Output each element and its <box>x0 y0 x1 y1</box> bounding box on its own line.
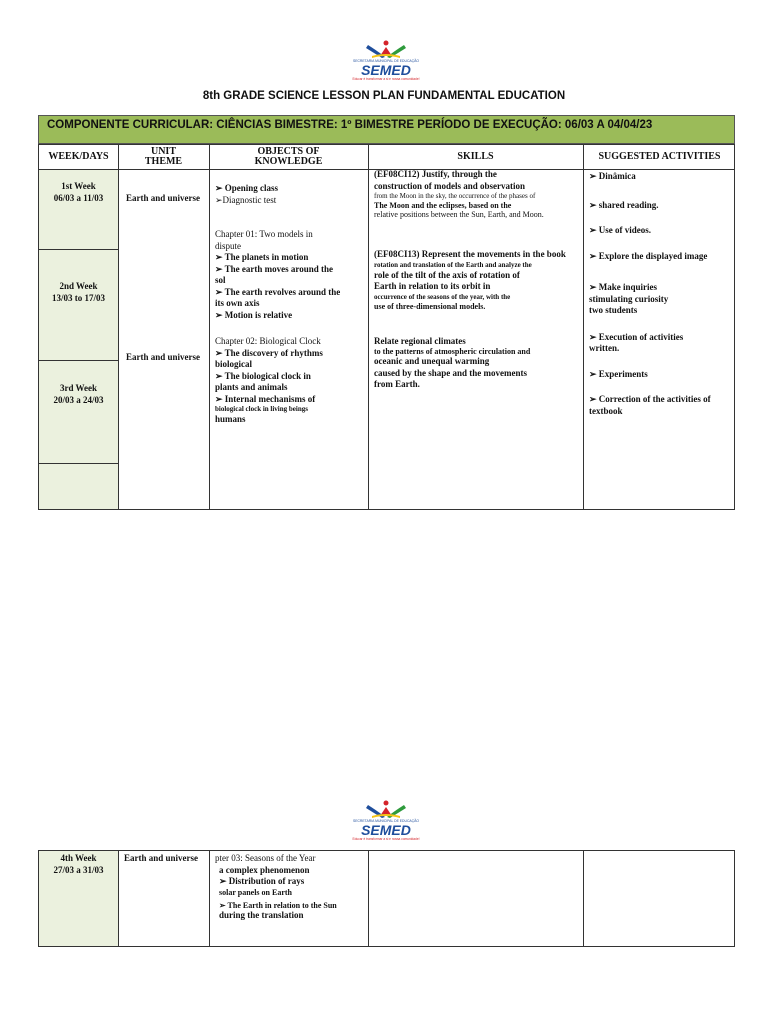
week3-label: 3rd Week <box>59 383 98 393</box>
activity-item: written. <box>589 343 620 353</box>
lesson-plan-table <box>38 144 735 510</box>
activity-item: textbook <box>589 405 623 416</box>
skill-line: relative positions between the Sun, Earth, and Moon. <box>374 210 544 219</box>
object-item: ➢ The biological clock in <box>215 370 311 381</box>
col-header-objects <box>209 147 368 167</box>
activity-item: two students <box>589 305 638 315</box>
curriculum-header-bar: COMPONENTE CURRICULAR: CIÊNCIAS BIMESTRE: 1º BIMESTRE PERÍODO DE EXECUÇÃO: 06/03 A 04/04/23 <box>38 115 735 144</box>
skill-line: (EF08CI13) Represent the movements in the book <box>374 249 566 259</box>
skill-line: Earth in relation to its orbit in <box>374 281 491 291</box>
week1-label: 1st Week <box>61 181 96 191</box>
week2-shade <box>39 249 118 360</box>
col-header-objects-line2: KNOWLEDGE <box>254 156 323 167</box>
object-item: dispute <box>215 240 241 251</box>
col-header-objects-line1: OBJECTS OF <box>257 146 320 157</box>
week4-cell <box>39 853 118 876</box>
object-item: biological <box>215 359 253 369</box>
week2-dates: 13/03 to 17/03 <box>52 292 105 303</box>
object-item: ➢ The discovery of rhythms <box>215 347 323 358</box>
object-item: ➢ The earth revolves around the <box>215 286 341 297</box>
skill-line: oceanic and unequal warming <box>374 356 490 366</box>
semed-logo <box>336 36 436 86</box>
skill-line: use of three-dimensional models. <box>374 301 486 311</box>
object-item: ➢ The Earth in relation to the Sun <box>219 900 337 910</box>
week-empty-shade <box>39 463 118 509</box>
col-header-skills: SKILLS <box>457 151 494 162</box>
document-title: 8th GRADE SCIENCE LESSON PLAN FUNDAMENTAL EDUCATION <box>202 90 566 102</box>
activity-item: ➢ Dinâmica <box>589 171 636 181</box>
object-item: Chapter 02: Biological Clock <box>215 336 321 346</box>
logo-line1: SECRETARIA MUNICIPAL DE EDUCAÇÃO <box>352 59 420 63</box>
unit-theme-4 <box>124 853 198 865</box>
column-divider <box>368 145 369 509</box>
skill-line: The Moon and the eclipses, based on the <box>374 201 512 210</box>
column-divider <box>368 851 369 946</box>
col-header-unit-theme-line2: THEME <box>144 156 183 167</box>
skill-line: from Earth. <box>374 379 420 389</box>
activity-item: ➢ Correction of the activities of <box>589 394 711 404</box>
week1-dates: 06/03 a 11/03 <box>53 192 104 203</box>
object-item: ➢ The planets in motion <box>215 252 309 262</box>
col-header-activities: SUGGESTED ACTIVITIES <box>598 151 721 162</box>
column-divider <box>118 145 119 509</box>
object-item: ➢ Internal mechanisms of <box>215 393 316 404</box>
object-item: sol <box>215 275 226 285</box>
logo-brand: SEMED <box>361 62 411 78</box>
column-divider <box>583 851 584 946</box>
skill-line: Relate regional climates <box>374 335 466 346</box>
logo-brand: SEMED <box>361 822 411 838</box>
week4-label: 4th Week <box>60 853 97 863</box>
skill-line: construction of models and observation <box>374 180 526 191</box>
column-divider <box>209 851 210 946</box>
object-item: ➢ Distribution of rays <box>219 876 305 886</box>
week3-shade <box>39 360 118 463</box>
object-item: pter 03: Seasons of the Year <box>215 853 316 863</box>
logo-line2: Educar é transformar a si e nossa comunidade! <box>352 77 420 81</box>
week4-dates: 27/03 a 31/03 <box>53 864 104 875</box>
activities-cell <box>589 171 734 417</box>
skill-line: to the patterns of atmospheric circulation and <box>374 347 531 356</box>
week-row-divider <box>39 463 118 464</box>
col-header-unit-theme-line1: UNIT <box>150 146 176 157</box>
week2-label: 2nd Week <box>59 281 98 291</box>
object-item: biological clock in living beings <box>215 405 308 413</box>
col-header-unit-theme <box>118 147 209 167</box>
semed-logo-graphic <box>336 796 436 846</box>
week-row-divider <box>39 360 118 361</box>
week3-cell <box>39 383 118 406</box>
week3-dates: 20/03 a 24/03 <box>53 394 104 405</box>
object-item: humans <box>215 414 246 424</box>
week-row-divider <box>39 249 118 250</box>
object-item: Chapter 01: Two models in <box>215 229 313 239</box>
activity-item: ➢ Execution of activities <box>589 331 684 342</box>
week2-cell <box>39 281 118 304</box>
object-item: ➢ Motion is relative <box>215 309 293 320</box>
activity-item: ➢ Make inquiries <box>589 282 658 292</box>
semed-logo-graphic <box>336 36 436 86</box>
column-divider <box>583 145 584 509</box>
object-item: solar panels on Earth <box>219 887 292 897</box>
object-item: ➢ The earth moves around the <box>215 263 333 274</box>
skill-line: rotation and translation of the Earth and analyze the <box>374 260 532 269</box>
activity-item: ➢ Explore the displayed image <box>589 250 708 261</box>
activity-item: ➢ shared reading. <box>589 199 659 210</box>
unit-theme-4-text: Earth and universe <box>124 853 199 863</box>
objects-of-knowledge-week4 <box>215 853 367 921</box>
skills-cell <box>374 169 580 391</box>
object-item: its own axis <box>215 298 260 308</box>
skill-line: occurrence of the seasons of the year, with the <box>374 292 511 301</box>
unit-theme-1: Earth and universe <box>126 193 201 203</box>
object-item: ➢Diagnostic test <box>215 194 277 205</box>
column-divider <box>118 851 119 946</box>
unit-theme-2: Earth and universe <box>126 352 201 362</box>
objects-of-knowledge <box>215 183 367 426</box>
logo-line2: Educar é transformar a si e nossa comunidade! <box>352 837 420 841</box>
skill-line: caused by the shape and the movements <box>374 367 528 378</box>
object-item: plants and animals <box>215 382 288 392</box>
column-divider <box>209 145 210 509</box>
skill-line: (EF08CI12) Justify, through the <box>374 169 497 179</box>
col-header-week-days: WEEK/DAYS <box>48 151 109 162</box>
object-item: during the translation <box>219 909 304 920</box>
object-item: ➢ Opening class <box>215 183 279 193</box>
activity-item: ➢ Experiments <box>589 368 648 379</box>
skill-line: role of the tilt of the axis of rotation of <box>374 269 520 280</box>
semed-logo-page2 <box>336 796 436 846</box>
activity-item: stimulating curiosity <box>589 293 669 304</box>
skill-line: from the Moon in the sky, the occurrence of the phases of <box>374 192 536 200</box>
lesson-plan-table-page2 <box>38 850 735 947</box>
object-item: a complex phenomenon <box>219 864 310 875</box>
logo-line1: SECRETARIA MUNICIPAL DE EDUCAÇÃO <box>352 819 420 823</box>
week1-cell <box>39 181 118 204</box>
activity-item: ➢ Use of videos. <box>589 225 652 235</box>
